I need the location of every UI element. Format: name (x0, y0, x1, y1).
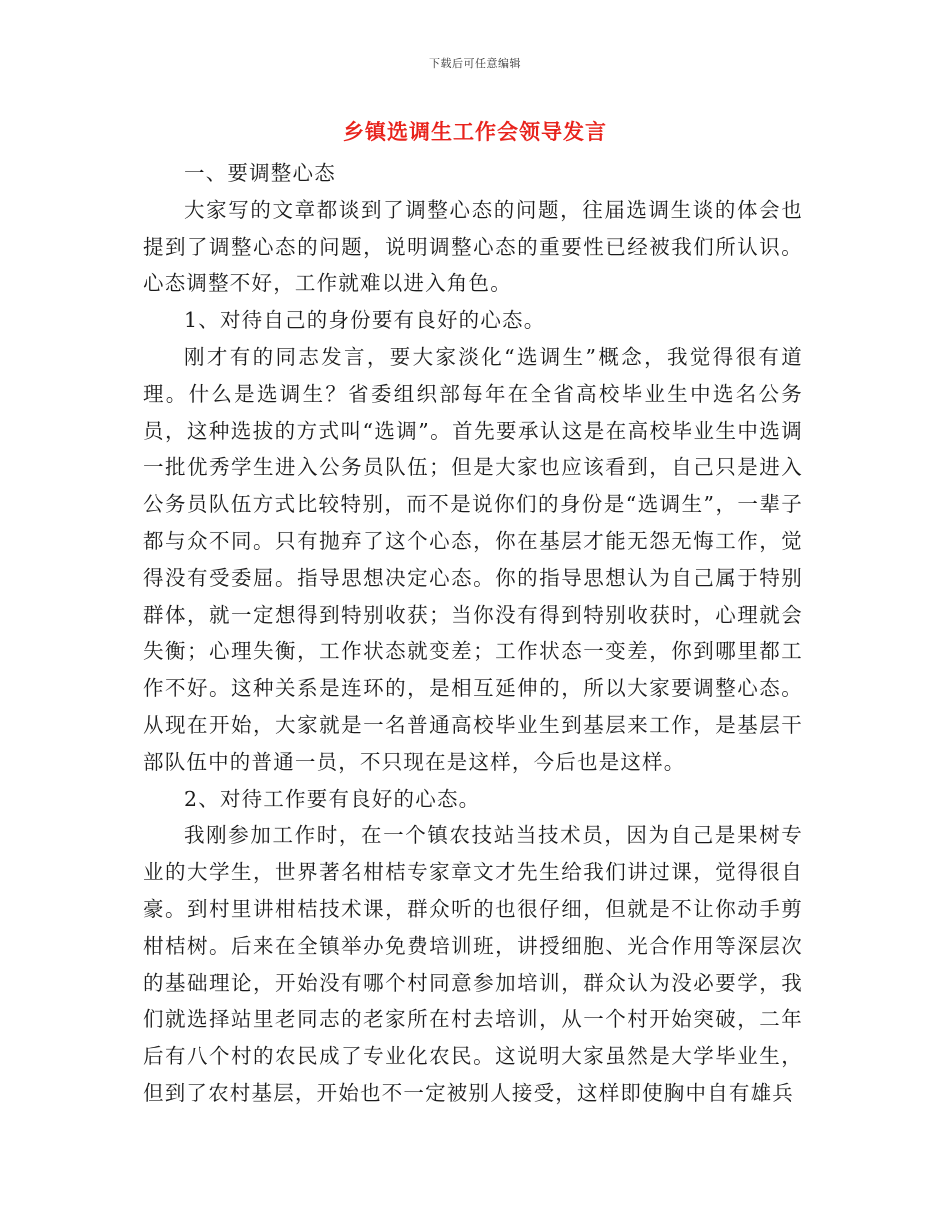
subsection-heading: 2、对待工作要有良好的心态。 (184, 786, 481, 811)
body-paragraph: 刚才有的同志发言，要大家淡化“选调生”概念，我觉得很有道理。什么是选调生？省委组织部每年在全省高校毕业生中选名公务员，这种选拔的方式叫“选调”。首先要承认这是在高校毕业生中选调一批优秀学生进入公务员队伍；但是大家也应该看到，自己只是进入公务员队伍方式比较特别，而不是说你们的身份是“选调生”，一辈子都与众不同。只有抛弃了这个心态，你在基层才能无怨无悔工作，觉得没有受委屈。指导思想决定心态。你的指导思想认为自己属于特别群体，就一定想得到特别收获；当你没有得到特别收获时，心理就会失衡；心理失衡，工作状态就变差；工作状态一变差，你到哪里都工作不好。这种关系是连环的，是相互延伸的，所以大家要调整心态。从现在开始，大家就是一名普通高校毕业生到基层来工作，是基层干部队伍中的普通一员，不只现在是这样，今后也是这样。 (143, 344, 803, 774)
document-body (143, 155, 803, 1112)
page-header-note: 下载后可任意编辑 (429, 57, 521, 70)
body-paragraph: 大家写的文章都谈到了调整心态的问题，往届选调生谈的体会也提到了调整心态的问题，说明调整心态的重要性已经被我们所认识。心态调整不好，工作就难以进入角色。 (143, 197, 803, 296)
body-paragraph: 我刚参加工作时，在一个镇农技站当技术员，因为自己是果树专业的大学生，世界著名柑桔专家章文才先生给我们讲过课，觉得很自豪。到村里讲柑桔技术课，群众听的也很仔细，但就是不让你动手剪柑桔树。后来在全镇举办免费培训班，讲授细胞、光合作用等深层次的基础理论，开始没有哪个村同意参加培训，群众认为没必要学，我们就选择站里老同志的老家所在村去培训，从一个村开始突破，二年后有八个村的农民成了专业化农民。这说明大家虽然是大学毕业生，但到了农村基层，开始也不一定被别人接受，这样即使胸中自有雄兵 (143, 823, 803, 1105)
section-heading: 一、要调整心态 (184, 161, 336, 185)
document-title: 乡镇选调生工作会领导发言 (343, 119, 607, 144)
subsection-heading: 1、对待自己的身份要有良好的心态。 (184, 308, 546, 333)
